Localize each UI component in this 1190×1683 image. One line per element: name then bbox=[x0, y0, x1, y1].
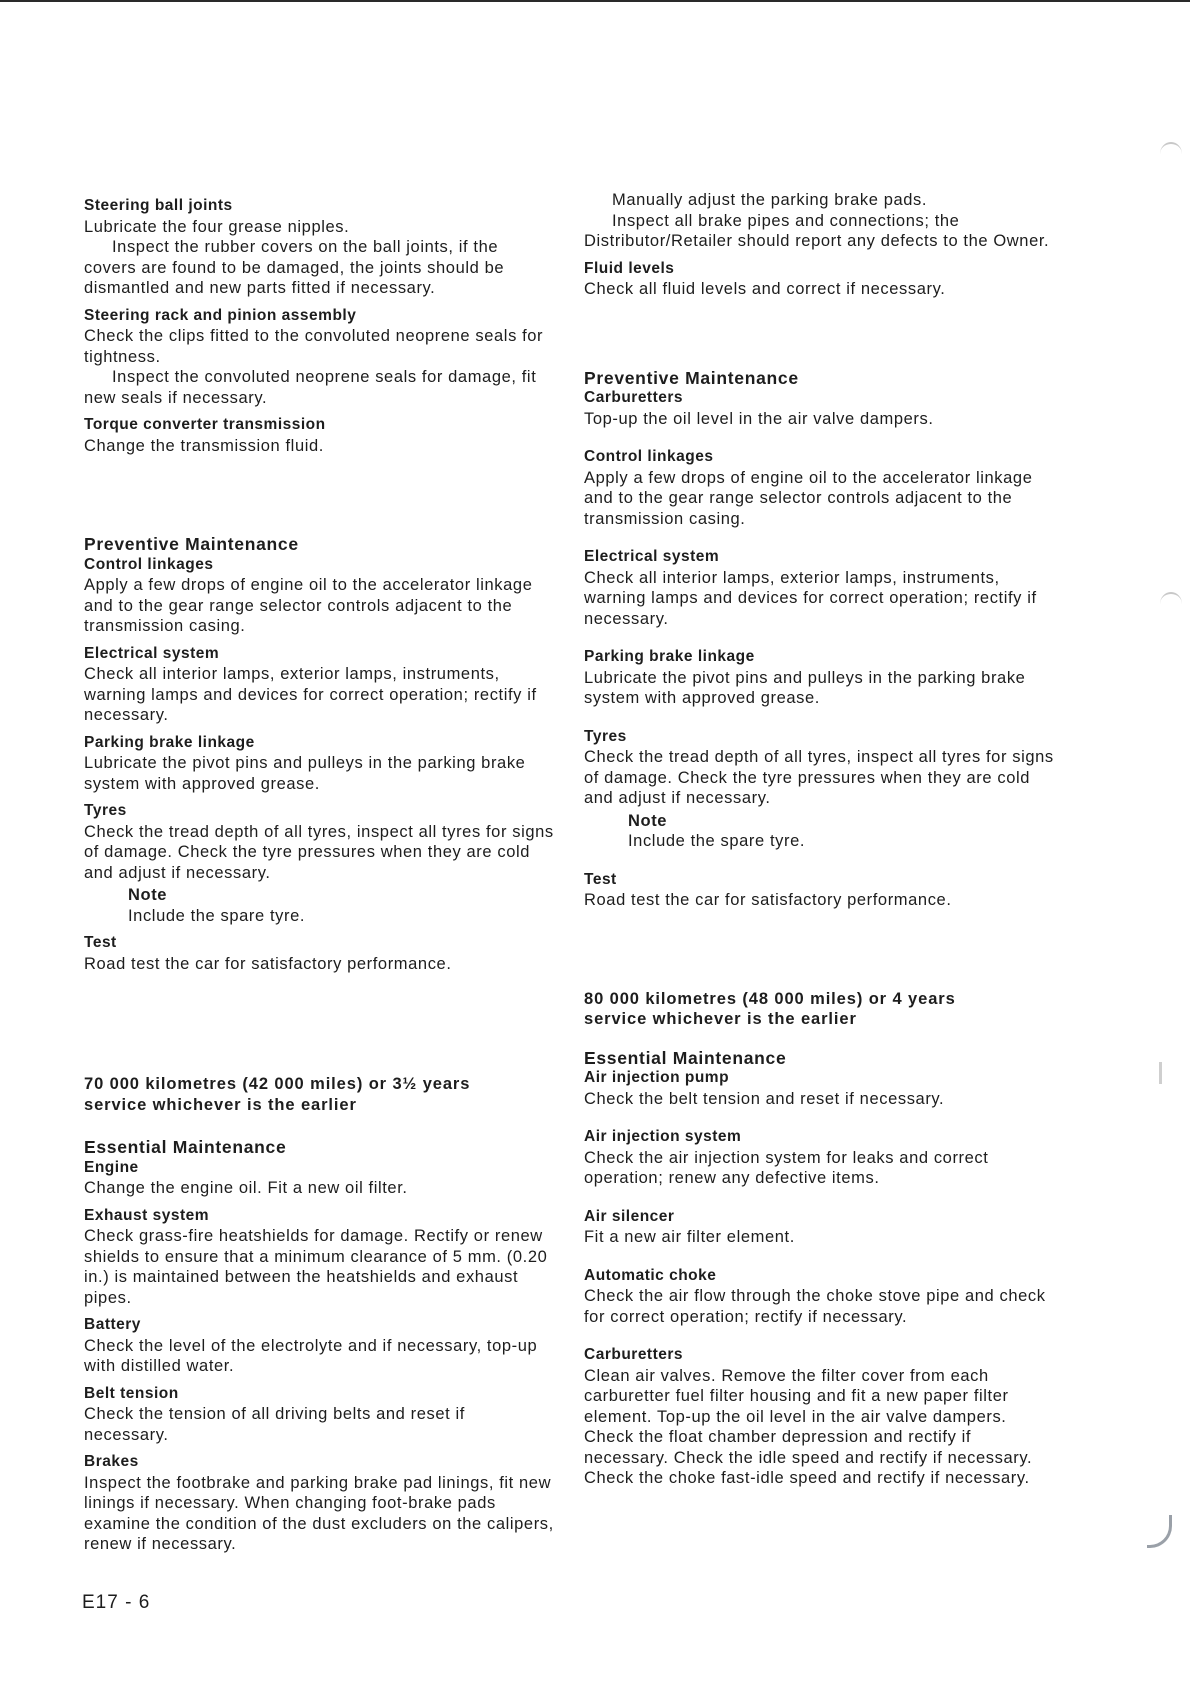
text: Lubricate the four grease nipples. bbox=[84, 217, 350, 236]
text: Change the transmission fluid. bbox=[84, 436, 324, 455]
heading-electrical-system: Electrical system bbox=[84, 644, 220, 662]
text: Inspect the convoluted neoprene seals for damage, fit new seals if necessary. bbox=[84, 368, 537, 407]
margin-mark bbox=[1147, 1515, 1172, 1548]
heading-carburetters: Carburetters bbox=[584, 1346, 684, 1363]
heading-tyres: Tyres bbox=[84, 802, 127, 819]
heading-automatic-choke: Automatic choke bbox=[584, 1266, 717, 1284]
note-heading: Note bbox=[628, 811, 668, 830]
heading-air-injection-pump: Air injection pump bbox=[584, 1069, 730, 1086]
text: Check the level of the electrolyte and if necessary, top-up with distilled water. bbox=[84, 1336, 538, 1375]
text: Check the air injection system for leaks and correct operation; renew any defective items. bbox=[584, 1148, 989, 1187]
text: Check all interior lamps, exterior lamps, instruments, warning lamps and devices for correct operation; rectify if necessary. bbox=[584, 568, 1037, 628]
heading-carburetters: Carburetters bbox=[584, 389, 684, 406]
text: Inspect all brake pipes and connections; the Distributor/Retailer should report any defects to the Owner. bbox=[584, 211, 1050, 250]
heading-control-linkages: Control linkages bbox=[584, 448, 714, 465]
section-title-essential: Essential Maintenance bbox=[584, 1047, 787, 1068]
heading-air-silencer: Air silencer bbox=[584, 1207, 675, 1225]
section-title-essential: Essential Maintenance bbox=[84, 1137, 287, 1157]
heading-parking-brake-linkage: Parking brake linkage bbox=[84, 733, 255, 751]
right-column bbox=[584, 190, 1054, 1489]
text: Clean air valves. Remove the filter cover from each carburetter fuel filter housing and fit a new paper filter element. Top-up the oil level in the air valve dampers. Check the float chamber depression and rectify if necessary. Check the idle speed and rectify if necessary. Check the choke fast-idle speed and rectify if necessary. bbox=[584, 1366, 1033, 1487]
section-title-preventive: Preventive Maintenance bbox=[584, 367, 799, 388]
heading-fluid-levels: Fluid levels bbox=[584, 259, 675, 277]
heading-electrical-system: Electrical system bbox=[584, 548, 720, 565]
text: Check all fluid levels and correct if necessary. bbox=[584, 280, 946, 298]
heading-belt-tension: Belt tension bbox=[84, 1384, 179, 1402]
margin-mark bbox=[1160, 142, 1182, 154]
text: Check the tread depth of all tyres, inspect all tyres for signs of damage. Check the tyre pressures when they are cold and adjust if necessary. bbox=[84, 822, 554, 882]
heading-control-linkages: Control linkages bbox=[84, 555, 214, 573]
text: Apply a few drops of engine oil to the accelerator linkage and to the gear range selector controls adjacent to the transmission casing. bbox=[84, 576, 533, 635]
heading-steering-rack: Steering rack and pinion assembly bbox=[84, 306, 357, 324]
heading-air-injection-system: Air injection system bbox=[584, 1128, 742, 1145]
heading-brakes: Brakes bbox=[84, 1453, 139, 1470]
left-column bbox=[84, 196, 554, 1555]
heading-torque-converter: Torque converter transmission bbox=[84, 416, 326, 433]
text: Top-up the oil level in the air valve dampers. bbox=[584, 409, 934, 428]
margin-mark bbox=[1159, 1062, 1162, 1084]
text: Lubricate the pivot pins and pulleys in the parking brake system with approved grease. bbox=[84, 754, 526, 793]
text: Check the tread depth of all tyres, inspect all tyres for signs of damage. Check the tyre pressures when they are cold and adjust if necessary. bbox=[584, 748, 1054, 807]
heading-parking-brake-linkage: Parking brake linkage bbox=[584, 648, 755, 665]
text: Manually adjust the parking brake pads. bbox=[612, 191, 928, 209]
text: Check grass-fire heatshields for damage. Rectify or renew shields to ensure that a minimum clearance of 5 mm. (0.20 in.) is maintained between the heatshields and exhaust pipes. bbox=[84, 1227, 548, 1307]
heading-engine: Engine bbox=[84, 1158, 139, 1176]
text: Inspect the footbrake and parking brake pad linings, fit new linings if necessary. When changing foot-brake pads examine the condition of the dust excluders on the calipers, renew if necessary. bbox=[84, 1473, 554, 1553]
text: Check all interior lamps, exterior lamps, instruments, warning lamps and devices for correct operation; rectify if necessary. bbox=[84, 665, 537, 724]
top-border-rule bbox=[0, 0, 1190, 2]
heading-tyres: Tyres bbox=[584, 727, 627, 745]
interval-80k-line1: 80 000 kilometres (48 000 miles) or 4 years bbox=[584, 989, 956, 1008]
text: Apply a few drops of engine oil to the accelerator linkage and to the gear range selector controls adjacent to the transmission casing. bbox=[584, 468, 1033, 528]
heading-test: Test bbox=[584, 870, 617, 888]
note-text: Include the spare tyre. bbox=[628, 832, 806, 850]
section-title-preventive: Preventive Maintenance bbox=[84, 534, 299, 554]
text: Inspect the rubber covers on the ball joints, if the covers are found to be damaged, the joints should be dismantled and new parts fitted if necessary. bbox=[84, 238, 505, 297]
note-heading: Note bbox=[128, 886, 168, 904]
note-text: Include the spare tyre. bbox=[128, 906, 306, 925]
text: Check the belt tension and reset if necessary. bbox=[584, 1089, 945, 1108]
text: Check the clips fitted to the convoluted neoprene seals for tightness. bbox=[84, 327, 544, 366]
heading-test: Test bbox=[84, 934, 117, 951]
margin-mark bbox=[1160, 592, 1182, 604]
heading-exhaust-system: Exhaust system bbox=[84, 1206, 210, 1224]
interval-70k-line2: service whichever is the earlier bbox=[84, 1095, 357, 1114]
text: Road test the car for satisfactory performance. bbox=[584, 891, 952, 909]
interval-80k-line2: service whichever is the earlier bbox=[584, 1010, 857, 1028]
text: Road test the car for satisfactory performance. bbox=[84, 954, 452, 973]
text: Check the tension of all driving belts and reset if necessary. bbox=[84, 1405, 465, 1444]
text: Check the air flow through the choke stove pipe and check for correct operation; rectify if necessary. bbox=[584, 1287, 1046, 1326]
interval-70k-line1: 70 000 kilometres (42 000 miles) or 3½ years bbox=[84, 1075, 471, 1093]
page-number: E17 - 6 bbox=[82, 1592, 151, 1613]
text: Lubricate the pivot pins and pulleys in the parking brake system with approved grease. bbox=[584, 668, 1026, 707]
heading-steering-ball-joints: Steering ball joints bbox=[84, 197, 233, 214]
text: Fit a new air filter element. bbox=[584, 1228, 795, 1246]
text: Change the engine oil. Fit a new oil filter. bbox=[84, 1179, 408, 1197]
heading-battery: Battery bbox=[84, 1316, 141, 1333]
